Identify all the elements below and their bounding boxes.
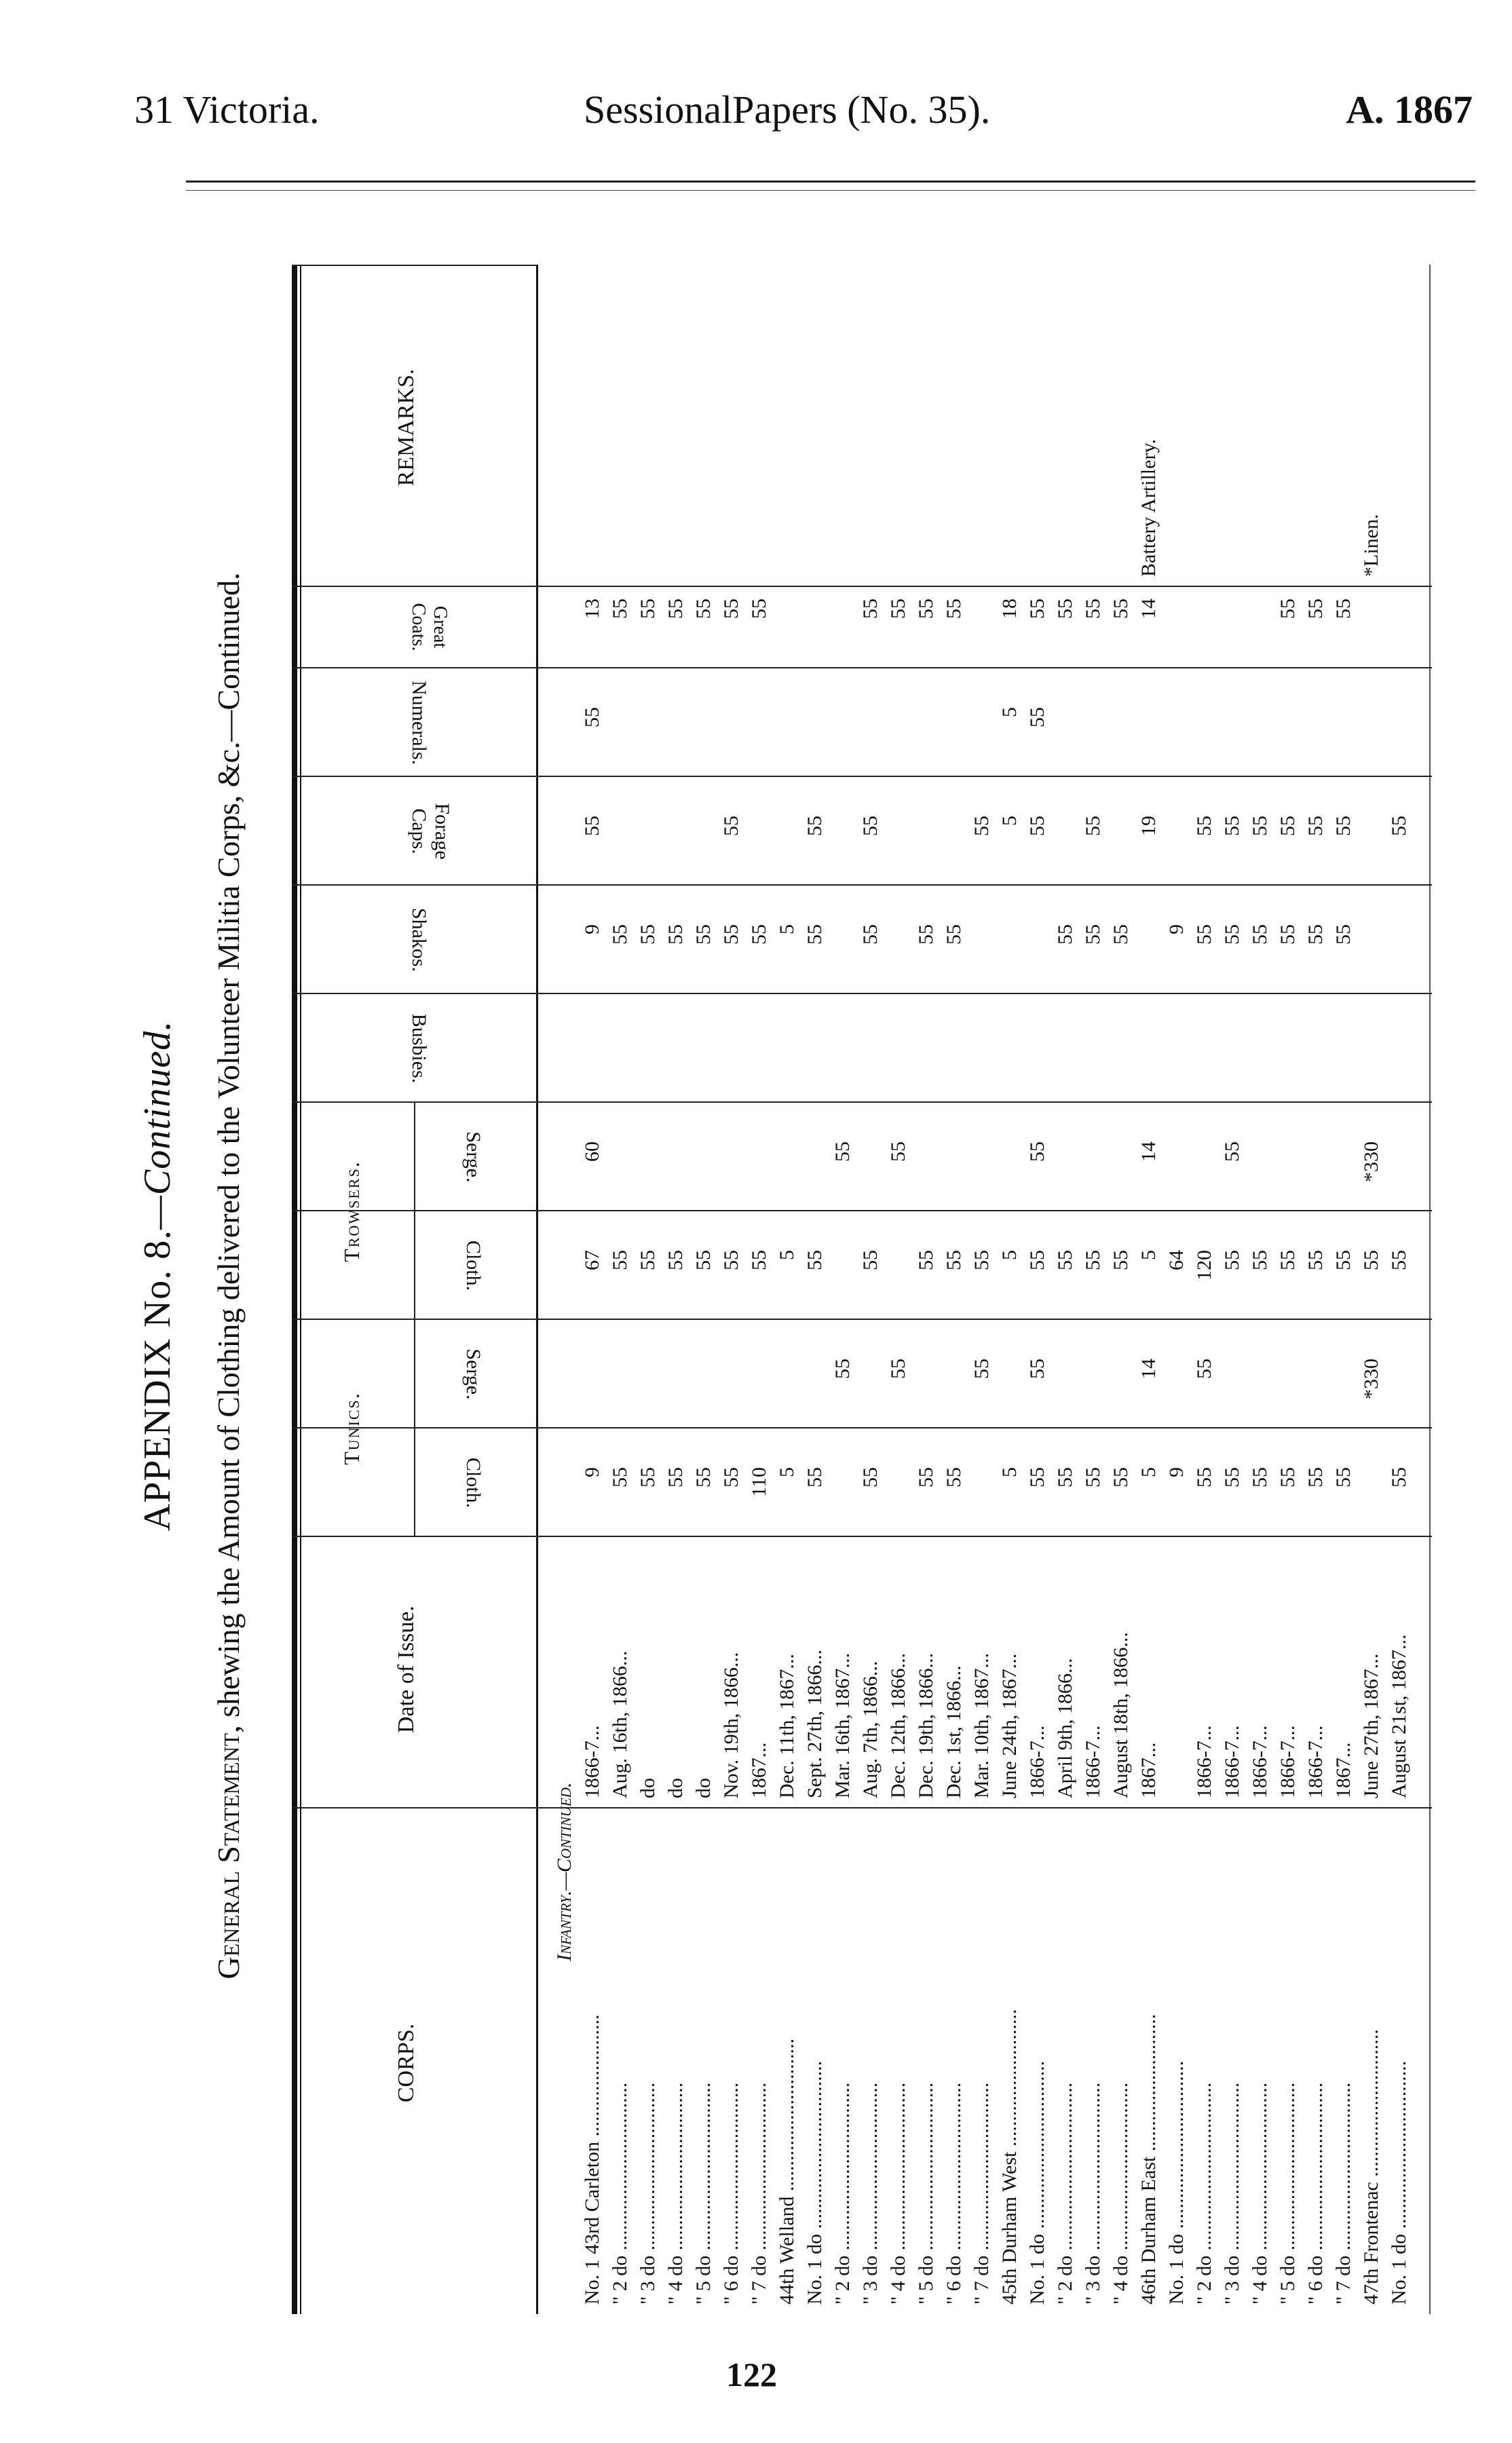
row-date: do <box>664 1778 687 1798</box>
table-row <box>609 265 635 2314</box>
row-trowser-cloth: 55 <box>1054 1250 1076 1270</box>
row-shakos: 55 <box>637 924 659 945</box>
rotated-table-page <box>136 224 1479 2328</box>
table-row <box>664 265 691 2314</box>
table-row <box>1054 265 1080 2314</box>
row-forage-caps: 55 <box>1332 816 1355 836</box>
row-trowser-cloth: 55 <box>1026 1250 1048 1270</box>
row-corps: 46th Durham East ........................... <box>1137 2013 1160 2305</box>
col-trowser-cloth: Cloth. <box>462 1240 485 1291</box>
header-rule <box>186 181 1475 183</box>
row-tunic-cloth: 55 <box>1026 1467 1048 1488</box>
row-shakos: 55 <box>1110 924 1132 945</box>
row-date: Mar. 10th, 1867... <box>970 1652 993 1798</box>
row-trowser-cloth: 55 <box>1388 1250 1410 1270</box>
row-corps: " 2 do ................................. <box>1193 2082 1215 2305</box>
table-row <box>748 265 774 2314</box>
appendix-title <box>136 224 183 2328</box>
col-tunics: Tunics. <box>339 1392 364 1465</box>
row-forage-caps: 55 <box>1277 816 1299 836</box>
row-date: 1866-7... <box>1277 1725 1299 1798</box>
row-shakos: 55 <box>609 924 631 945</box>
row-trowser-cloth: 55 <box>720 1250 742 1270</box>
row-remark: Battery Artillery. <box>1137 439 1160 577</box>
table-row <box>915 265 941 2314</box>
row-corps: " 7 do ................................. <box>1332 2082 1355 2305</box>
row-date: 1866-7... <box>1304 1725 1327 1798</box>
page-number: 122 <box>726 2355 777 2393</box>
row-tunic-cloth: 55 <box>1304 1467 1327 1488</box>
row-shakos: 55 <box>1332 924 1355 945</box>
row-trowser-cloth: 120 <box>1193 1250 1215 1281</box>
row-tunic-serge: 55 <box>1026 1359 1048 1379</box>
row-corps: 45th Durham West ........................... <box>998 2009 1021 2305</box>
row-forage-caps: 55 <box>581 816 603 836</box>
row-shakos: 55 <box>1054 924 1076 945</box>
row-trowser-cloth: 55 <box>943 1250 965 1270</box>
row-tunic-cloth: 55 <box>859 1467 882 1488</box>
row-great-coats: 55 <box>1082 599 1104 619</box>
row-shakos: 55 <box>804 924 826 945</box>
row-date: Nov. 19th, 1866... <box>720 1652 742 1798</box>
row-trowser-cloth: 5 <box>776 1250 798 1260</box>
table-row <box>1137 265 1164 2314</box>
row-corps: " 6 do ................................. <box>943 2082 965 2305</box>
row-trowser-cloth: 55 <box>748 1250 770 1270</box>
appendix-continued: —Continued. <box>136 1020 178 1230</box>
row-great-coats: 55 <box>720 599 742 619</box>
row-corps: " 2 do ................................. <box>1054 2082 1076 2305</box>
row-forage-caps: 55 <box>1304 816 1327 836</box>
col-sep-right <box>292 265 536 266</box>
row-date: 1867... <box>1137 1742 1160 1798</box>
row-shakos: 9 <box>581 924 603 934</box>
row-tunic-cloth: 55 <box>915 1467 937 1488</box>
col-date: Date of Issue. <box>394 1606 419 1733</box>
table-row <box>859 265 886 2314</box>
row-trowser-serge: 55 <box>1221 1141 1243 1162</box>
row-trowser-serge: 60 <box>581 1141 603 1162</box>
row-tunic-cloth: 9 <box>581 1467 603 1477</box>
row-great-coats: 55 <box>1110 599 1132 619</box>
row-tunic-serge: 55 <box>1193 1359 1215 1379</box>
row-corps: " 6 do ................................. <box>1304 2082 1327 2305</box>
row-shakos: 55 <box>720 924 742 945</box>
row-date: 1866-7... <box>1221 1725 1243 1798</box>
row-date: April 9th, 1866... <box>1054 1658 1076 1798</box>
row-tunic-cloth: 55 <box>1388 1467 1410 1488</box>
row-forage-caps: 55 <box>1221 816 1243 836</box>
table-row <box>1026 265 1053 2314</box>
row-great-coats: 55 <box>1026 599 1048 619</box>
table-row <box>1304 265 1331 2314</box>
row-date: Sept. 27th, 1866... <box>804 1649 826 1798</box>
row-corps: " 3 do ................................. <box>859 2082 882 2305</box>
row-tunic-serge: *330 <box>1360 1359 1382 1399</box>
row-tunic-cloth: 5 <box>998 1467 1021 1477</box>
row-shakos: 55 <box>859 924 882 945</box>
row-trowser-cloth: 67 <box>581 1250 603 1270</box>
row-corps: " 4 do ................................. <box>887 2082 909 2305</box>
row-tunic-cloth: 55 <box>1221 1467 1243 1488</box>
row-trowser-serge: 55 <box>887 1141 909 1162</box>
row-forage-caps: 55 <box>859 816 882 836</box>
header-bottom-rule <box>536 265 538 2314</box>
col-forage-caps: Forage Caps. <box>408 803 453 860</box>
table-row <box>943 265 969 2314</box>
row-forage-caps: 55 <box>1193 816 1215 836</box>
row-corps: No. 1 43rd Carleton ........................ <box>581 2014 603 2305</box>
table-row <box>720 265 746 2314</box>
row-trowser-cloth: 55 <box>1332 1250 1355 1270</box>
header-rule-thin <box>186 190 1475 191</box>
row-corps: No. 1 do ................................. <box>1388 2060 1410 2305</box>
table-row <box>1082 265 1108 2314</box>
table-row <box>581 265 607 2314</box>
table-row <box>637 265 663 2314</box>
row-shakos: 55 <box>943 924 965 945</box>
row-tunic-cloth: 5 <box>1137 1467 1160 1477</box>
table-top-rule-thin <box>300 265 301 2314</box>
row-trowser-cloth: 55 <box>1110 1250 1132 1270</box>
row-tunic-cloth: 9 <box>1165 1467 1188 1477</box>
row-shakos: 55 <box>1277 924 1299 945</box>
row-date: 1866-7... <box>1193 1725 1215 1798</box>
row-corps: " 4 do ................................. <box>1110 2082 1132 2305</box>
row-tunic-cloth: 55 <box>1082 1467 1104 1488</box>
row-trowser-serge: *330 <box>1360 1141 1382 1182</box>
row-great-coats: 55 <box>943 599 965 619</box>
row-trowser-cloth: 55 <box>664 1250 687 1270</box>
row-trowser-cloth: 5 <box>998 1250 1021 1260</box>
row-corps: No. 1 do ................................. <box>804 2060 826 2305</box>
statement-lead: General Statement, <box>211 1725 246 1980</box>
row-remark: *Linen. <box>1360 514 1382 577</box>
row-date: June 27th, 1867... <box>1360 1653 1382 1798</box>
row-forage-caps: 55 <box>1082 816 1104 836</box>
row-tunic-cloth: 55 <box>943 1467 965 1488</box>
table-row <box>887 265 913 2314</box>
row-tunic-cloth: 55 <box>692 1467 715 1488</box>
row-date: June 24th, 1867... <box>998 1653 1021 1798</box>
row-forage-caps: 19 <box>1137 816 1160 836</box>
table-row <box>692 265 719 2314</box>
tunics-span-rule <box>414 1319 415 1537</box>
row-corps: " 6 do ................................. <box>720 2082 742 2305</box>
row-date: Aug. 16th, 1866... <box>609 1650 631 1798</box>
table-row <box>1332 265 1359 2314</box>
row-trowser-cloth: 55 <box>1360 1250 1382 1270</box>
row-corps: " 5 do ................................. <box>915 2082 937 2305</box>
table-row <box>1165 265 1192 2314</box>
row-trowser-cloth: 55 <box>1082 1250 1104 1270</box>
statement-rest: shewing the Amount of Clothing delivered to the Volunteer Militia Corps, &c.—Continued. <box>211 572 246 1726</box>
row-date: do <box>637 1778 659 1798</box>
row-great-coats: 55 <box>1277 599 1299 619</box>
row-shakos: 9 <box>1165 924 1188 934</box>
row-trowser-cloth: 55 <box>637 1250 659 1270</box>
row-corps: " 2 do ................................. <box>609 2082 631 2305</box>
row-shakos: 55 <box>1193 924 1215 945</box>
row-great-coats: 55 <box>637 599 659 619</box>
row-date: 1866-7... <box>1082 1725 1104 1798</box>
row-tunic-cloth: 55 <box>1249 1467 1271 1488</box>
col-trowser-serge: Serge. <box>462 1131 485 1183</box>
header-sessional-papers: SessionalPapers (No. 35). <box>584 88 991 132</box>
row-tunic-cloth: 55 <box>637 1467 659 1488</box>
row-tunic-cloth: 5 <box>776 1467 798 1477</box>
row-forage-caps: 55 <box>804 816 826 836</box>
row-trowser-cloth: 55 <box>1277 1250 1299 1270</box>
row-trowser-serge: 14 <box>1137 1141 1160 1162</box>
row-shakos: 55 <box>1082 924 1104 945</box>
header-year: A. 1867 <box>1346 88 1473 132</box>
row-date: August 18th, 1866... <box>1110 1631 1132 1798</box>
row-shakos: 55 <box>748 924 770 945</box>
col-great-coats: Great Coats. <box>408 603 451 651</box>
row-corps: " 3 do ................................. <box>1082 2082 1104 2305</box>
row-great-coats: 55 <box>748 599 770 619</box>
row-numerals: 55 <box>581 707 603 727</box>
row-tunic-cloth: 55 <box>1277 1467 1299 1488</box>
row-great-coats: 55 <box>859 599 882 619</box>
row-trowser-cloth: 64 <box>1165 1250 1188 1270</box>
row-trowser-serge: 55 <box>831 1141 854 1162</box>
row-tunic-cloth: 55 <box>609 1467 631 1488</box>
row-shakos: 55 <box>664 924 687 945</box>
row-trowser-cloth: 55 <box>692 1250 715 1270</box>
table-row <box>1221 265 1247 2314</box>
col-remarks: REMARKS. <box>394 368 419 487</box>
row-tunic-serge: 14 <box>1137 1359 1160 1379</box>
row-forage-caps: 55 <box>1388 816 1410 836</box>
row-date: Dec. 1st, 1866... <box>943 1665 965 1798</box>
row-shakos: 5 <box>776 924 798 934</box>
row-great-coats: 14 <box>1137 599 1160 619</box>
statement-subtitle <box>210 224 251 2328</box>
col-trowsers: Trowsers. <box>339 1160 364 1262</box>
row-corps: " 5 do ................................. <box>692 2082 715 2305</box>
row-corps: No. 1 do ................................. <box>1026 2060 1048 2305</box>
row-forage-caps: 5 <box>998 816 1021 826</box>
row-corps: " 3 do ................................. <box>637 2082 659 2305</box>
row-date: 1867... <box>1332 1742 1355 1798</box>
col-shakos: Shakos. <box>408 907 430 972</box>
row-trowser-cloth: 55 <box>1304 1250 1327 1270</box>
row-date: Dec. 11th, 1867... <box>776 1653 798 1798</box>
row-great-coats: 55 <box>1332 599 1355 619</box>
row-date: 1867... <box>748 1742 770 1798</box>
row-great-coats: 55 <box>887 599 909 619</box>
row-corps: Infantry.—Continued. <box>553 1782 575 1961</box>
row-tunic-cloth: 55 <box>804 1467 826 1488</box>
table-row <box>970 265 997 2314</box>
col-tunic-serge: Serge. <box>462 1348 485 1400</box>
header-volume: 31 Victoria. <box>134 88 320 132</box>
appendix-number: APPENDIX No. 8. <box>136 1229 178 1532</box>
row-trowser-cloth: 55 <box>804 1250 826 1270</box>
row-trowser-cloth: 55 <box>970 1250 993 1270</box>
row-date: August 21st, 1867... <box>1388 1634 1410 1798</box>
table-row <box>1388 265 1414 2314</box>
row-corps: " 7 do ................................. <box>970 2082 993 2305</box>
table-row <box>1249 265 1275 2314</box>
row-date: Mar. 16th, 1867... <box>831 1652 854 1798</box>
row-corps: " 4 do ................................. <box>664 2082 687 2305</box>
row-trowser-cloth: 55 <box>609 1250 631 1270</box>
row-shakos: 55 <box>692 924 715 945</box>
row-numerals: 5 <box>998 707 1021 717</box>
row-tunic-serge: 55 <box>970 1359 993 1379</box>
row-tunic-cloth: 55 <box>1193 1467 1215 1488</box>
row-great-coats: 55 <box>1304 599 1327 619</box>
table-row <box>1110 265 1136 2314</box>
row-forage-caps: 55 <box>720 816 742 836</box>
row-corps: No. 1 do ................................. <box>1165 2060 1188 2305</box>
row-tunic-serge: 55 <box>887 1359 909 1379</box>
row-date: 1866-7... <box>1026 1725 1048 1798</box>
trowsers-span-rule <box>414 1101 415 1320</box>
row-tunic-cloth: 55 <box>664 1467 687 1488</box>
col-corps: CORPS. <box>394 2023 419 2103</box>
row-tunic-cloth: 55 <box>1110 1467 1132 1488</box>
row-corps: " 7 do ................................. <box>748 2082 770 2305</box>
row-great-coats: 55 <box>664 599 687 619</box>
col-busbies: Busbies. <box>408 1013 430 1084</box>
table-row <box>831 265 858 2314</box>
row-date: 1866-7... <box>581 1725 603 1798</box>
clothing-table <box>292 265 1432 2314</box>
row-date: Aug. 7th, 1866... <box>859 1661 882 1798</box>
row-tunic-cloth: 55 <box>1332 1467 1355 1488</box>
row-date: 1866-7... <box>1249 1725 1271 1798</box>
row-forage-caps: 55 <box>1249 816 1271 836</box>
table-row <box>804 265 830 2314</box>
row-trowser-cloth: 5 <box>1137 1250 1160 1260</box>
row-trowser-cloth: 55 <box>915 1250 937 1270</box>
running-header <box>0 87 1512 141</box>
col-tunic-cloth: Cloth. <box>462 1457 485 1509</box>
row-trowser-cloth: 55 <box>859 1250 882 1270</box>
row-corps: 47th Frontenac ............................. <box>1360 2029 1382 2305</box>
row-trowser-cloth: 55 <box>1221 1250 1243 1270</box>
table-row <box>553 265 580 2314</box>
row-trowser-serge: 55 <box>1026 1141 1048 1162</box>
row-tunic-cloth: 55 <box>1054 1467 1076 1488</box>
row-tunic-serge: 55 <box>831 1359 854 1379</box>
row-trowser-cloth: 55 <box>1249 1250 1271 1270</box>
row-corps: " 5 do ................................. <box>1277 2082 1299 2305</box>
row-corps: 44th Welland .............................. <box>776 2038 798 2305</box>
row-great-coats: 55 <box>1054 599 1076 619</box>
row-corps: " 2 do ................................. <box>831 2082 854 2305</box>
table-row <box>998 265 1025 2314</box>
row-shakos: 55 <box>1304 924 1327 945</box>
table-bottom-rule <box>1429 265 1431 2314</box>
table-top-rule <box>292 265 297 2314</box>
row-shakos: 55 <box>1221 924 1243 945</box>
table-row <box>1277 265 1303 2314</box>
row-great-coats: 13 <box>581 599 603 619</box>
row-great-coats: 55 <box>692 599 715 619</box>
row-tunic-cloth: 110 <box>748 1467 770 1497</box>
table-row <box>1360 265 1386 2314</box>
row-great-coats: 18 <box>998 599 1021 619</box>
table-row <box>1193 265 1220 2314</box>
row-corps: " 4 do ................................. <box>1249 2082 1271 2305</box>
row-shakos: 55 <box>1249 924 1271 945</box>
row-shakos: 55 <box>915 924 937 945</box>
col-numerals: Numerals. <box>408 680 430 765</box>
row-great-coats: 55 <box>609 599 631 619</box>
row-date: Dec. 19th, 1866... <box>915 1652 937 1798</box>
row-corps: " 3 do ................................. <box>1221 2082 1243 2305</box>
row-numerals: 55 <box>1026 707 1048 727</box>
row-forage-caps: 55 <box>970 816 993 836</box>
row-tunic-cloth: 55 <box>720 1467 742 1488</box>
row-date: do <box>692 1778 715 1798</box>
row-great-coats: 55 <box>915 599 937 619</box>
row-date: Dec. 12th, 1866... <box>887 1652 909 1798</box>
table-row <box>776 265 802 2314</box>
row-forage-caps: 55 <box>1026 816 1048 836</box>
